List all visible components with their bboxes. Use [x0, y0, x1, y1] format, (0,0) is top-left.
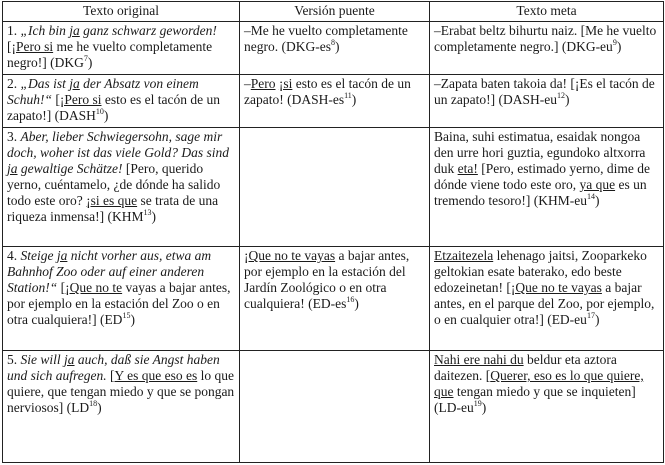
cell-text: [	[7, 39, 12, 54]
translation-comparison-table	[2, 1, 664, 463]
cell-text: beldur eta aztora daitezen. [	[434, 352, 617, 383]
footnote-ref: 17	[586, 310, 595, 320]
cell-puente	[240, 247, 430, 351]
header-row	[3, 2, 664, 22]
highlighted-text: Querer, eso es lo que quiere, que	[434, 368, 644, 399]
cell-original	[3, 128, 240, 247]
cell-meta	[430, 351, 664, 463]
cell-text: )	[594, 312, 600, 327]
cell-puente	[240, 351, 430, 463]
highlighted-text: ja	[69, 23, 80, 38]
cell-original	[3, 75, 240, 128]
footnote-ref: 14	[586, 191, 595, 201]
cell-text: )	[103, 108, 109, 123]
cell-text: –Zapata baten takoia da! [¡Es el tacón de un zapato!] (DASH-eu	[434, 76, 655, 107]
highlighted-text: ¡si es que	[86, 193, 138, 208]
cell-text: )	[351, 92, 357, 107]
cell-meta	[430, 128, 664, 247]
cell-text: 4.	[7, 248, 21, 263]
highlighted-text: Etzaitezela	[434, 248, 494, 263]
cell-text: ganz schwarz geworden!	[79, 23, 217, 38]
cell-text: [	[52, 92, 60, 107]
cell-text: me he vuelto completamente negro!] (DKG	[7, 39, 213, 70]
cell-text: [Pero, estimado yerno, dime de dónde viene todo este oro,	[434, 161, 650, 192]
cell-text: )	[481, 400, 487, 415]
footnote-ref: 19	[473, 398, 482, 408]
cell-text: )	[97, 400, 102, 415]
cell-text: lehenago jaitsi, Zooparkeko geltokian esate baterako, edo beste edozeinetan! [	[434, 248, 647, 295]
cell-text: esto es el tacón de un zapato! (DASH-es	[244, 76, 411, 107]
cell-text: Baina, suhi estimatua, esaidak nongoa den urre hori guztia, egundoko altxorra duk	[434, 129, 646, 176]
cell-original	[3, 22, 240, 75]
cell-text: 3.	[7, 129, 21, 144]
footnote-ref: 9	[612, 37, 617, 47]
cell-text: –Me he vuelto completamente negro. (DKG-es	[244, 23, 408, 54]
highlighted-text: ¡Pero si	[59, 92, 102, 107]
cell-text: [Pero, querido yerno, cuéntamelo, ¿de dónde ha salido todo este oro?	[7, 161, 221, 208]
cell-text: nicht vorher aus, etwa am Bahnhof Zoo oder auf einer anderen Station!“	[7, 248, 212, 295]
footnote-ref: 18	[89, 398, 98, 408]
cell-text: Sie will	[20, 352, 64, 367]
cell-text: )	[354, 296, 359, 311]
cell-text: „Ich bin	[20, 23, 70, 38]
footnote-ref: 8	[330, 37, 335, 47]
cell-original	[3, 351, 240, 463]
footnote-ref: 10	[95, 106, 104, 116]
table-row	[3, 247, 664, 351]
cell-text: vayas a bajar antes, por ejemplo en la estación del Zoo o en otra cualquiera!] (ED	[7, 280, 231, 327]
table-row	[3, 128, 664, 247]
highlighted-text: ja	[64, 352, 75, 367]
highlighted-text: Nahi ere nahi du	[434, 352, 524, 367]
table-row	[3, 351, 664, 463]
cell-text: )	[87, 55, 93, 70]
highlighted-text: ja	[69, 76, 80, 91]
footnote-ref: 11	[344, 90, 352, 100]
highlighted-text: Y es que eso es	[114, 368, 198, 383]
header-original: Texto original	[3, 2, 240, 22]
cell-text: lo que quiere, que tengan miedo y que se pongan nerviosos] (LD	[7, 368, 235, 415]
cell-text: der Absatz von einem Schuh!“	[7, 76, 199, 107]
highlighted-text: ¡Que no te vayas	[510, 280, 602, 295]
highlighted-text: ¡Pero si	[11, 39, 54, 54]
cell-original	[3, 247, 240, 351]
cell-text: 2.	[7, 76, 21, 91]
footnote-ref: 12	[556, 90, 565, 100]
highlighted-text: ja	[56, 248, 68, 263]
cell-puente	[240, 75, 430, 128]
cell-text: )	[616, 39, 622, 54]
table-row	[3, 75, 664, 128]
cell-meta	[430, 247, 664, 351]
footnote-ref: 13	[143, 207, 152, 217]
cell-text: )	[564, 92, 570, 107]
highlighted-text: ¡Que no te vayas	[244, 248, 336, 263]
cell-text: Steige	[20, 248, 57, 263]
highlighted-text: ja	[7, 161, 18, 176]
highlighted-text: Pero	[250, 76, 276, 91]
highlighted-text: ¡si	[278, 76, 293, 91]
cell-text: se trata de una riqueza inmensa!] (KHM	[7, 193, 219, 224]
cell-text: 1.	[7, 23, 21, 38]
cell-meta	[430, 22, 664, 75]
cell-text: esto es el tacón de un zapato!] (DASH	[7, 92, 220, 123]
cell-text: 5.	[7, 352, 21, 367]
cell-puente	[240, 22, 430, 75]
cell-text: –Erabat beltz bihurtu naiz. [Me he vuelto completamente negro.] (DKG-eu	[434, 23, 657, 54]
highlighted-text: ¡Que no te	[65, 280, 123, 295]
cell-text: [	[57, 280, 66, 295]
cell-text: –	[244, 76, 251, 91]
cell-text: )	[130, 312, 135, 327]
highlighted-text: eta!	[457, 161, 478, 176]
highlighted-text: ya que	[579, 177, 616, 192]
cell-text: auch, daß sie Angst haben und sich aufregen.	[7, 352, 220, 383]
footnote-ref: 16	[346, 294, 355, 304]
cell-puente	[240, 128, 430, 247]
footnote-ref: 7	[83, 53, 88, 63]
cell-text: gewaltige Schätze!	[17, 161, 123, 176]
cell-text: tengan miedo y que se inquieten] (LD-eu	[434, 384, 636, 415]
footnote-ref: 15	[122, 310, 131, 320]
table-row	[3, 22, 664, 75]
cell-text: a bajar antes, por ejemplo en la estación del Jardín Zoológico o en otra cualquiera! (ED-es	[244, 248, 410, 311]
cell-text: [	[106, 368, 115, 383]
header-meta: Texto meta	[430, 2, 664, 22]
cell-meta	[430, 75, 664, 128]
cell-text: „Das ist	[20, 76, 70, 91]
cell-text: )	[151, 209, 156, 224]
cell-text: a bajar antes, en el parque del Zoo, por ejemplo, o en cualquier otra!] (ED-eu	[434, 280, 655, 327]
cell-text: )	[594, 193, 600, 208]
header-puente: Versión puente	[240, 2, 430, 22]
cell-text: Aber, lieber Schwiegersohn, sage mir doch, woher ist das viele Gold? Das sind	[7, 129, 229, 160]
cell-text: )	[334, 39, 340, 54]
cell-text: es un tremendo tesoro!] (KHM-eu	[434, 177, 647, 208]
